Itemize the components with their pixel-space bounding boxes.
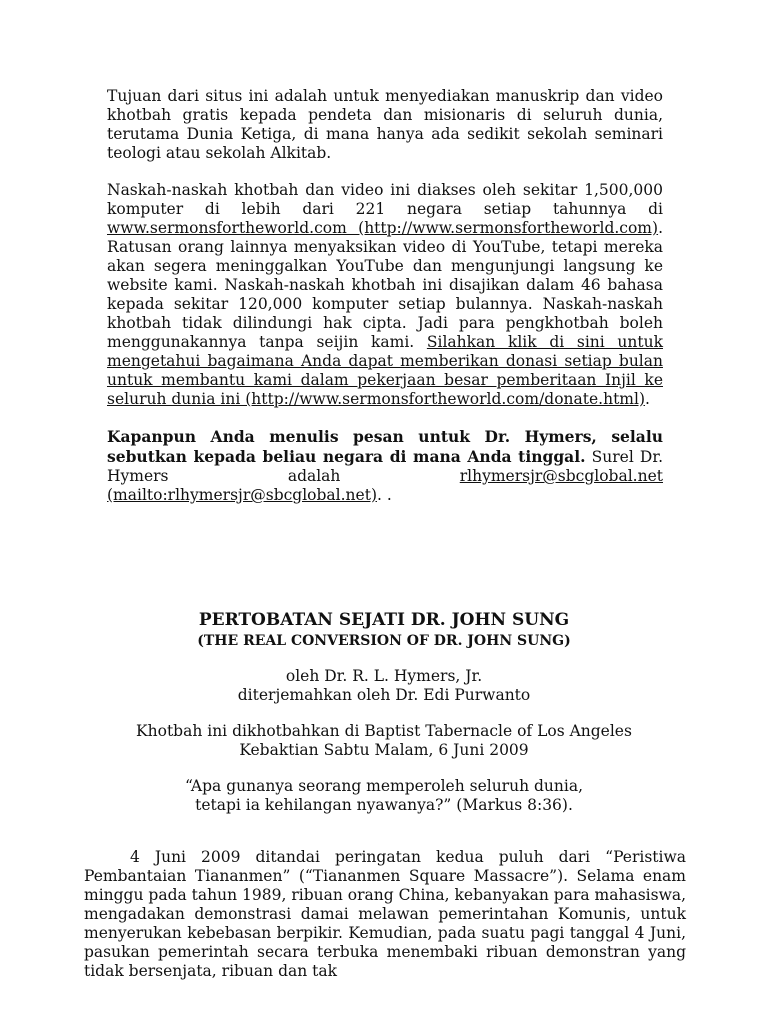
scripture-quote-line2: tetapi ia kehilangan nyawanya?” (Markus 8:36). <box>195 796 573 814</box>
website-link[interactable]: www.sermonsfortheworld.com (http://www.sermonsfortheworld.com) <box>107 219 659 237</box>
access-text-a: Naskah-naskah khotbah dan video ini diakses oleh sekitar 1,500,000 komputer di lebih dari 221 negara setiap tahunnya di <box>107 181 663 218</box>
access-text-b: . Ratusan orang lainnya menyaksikan video di YouTube, tetapi mereka akan segera meninggalkan YouTube dan mengunjungi langsung ke website kami. Naskah-naskah khotbah ini disajikan dalam 46 bahasa kepada sekitar 120,000 komputer setiap bulannya. Naskah-naskah khotbah tidak dilindungi hak cipta. Jadi para pengkhotbah boleh menggunakannya tanpa seijin kami. <box>107 219 663 351</box>
sermon-title: PERTOBATAN SEJATI DR. JOHN SUNG <box>198 610 570 630</box>
intro-paragraph-purpose <box>107 87 663 163</box>
intro-paragraph-access <box>107 181 663 409</box>
contact-text-b: . . <box>377 486 392 504</box>
access-text-c: . <box>645 390 650 408</box>
preached-location: Khotbah ini dikhotbahkan di Baptist Tabernacle of Los Angeles <box>136 722 632 740</box>
sermon-body-paragraph: 4 Juni 2009 ditandai peringatan kedua puluh dari “Peristiwa Pembantaian Tiananmen” (“Tiananmen Square Massacre”). Selama enam minggu pada tahun 1989, ribuan orang China, kebanyakan para mahasiswa, mengadakan demonstrasi damai melawan pemerintahan Komunis, untuk menyerukan kebebasan berpikir. Kemudian, pada suatu pagi tanggal 4 Juni, pasukan pemerintah secara terbuka menembaki ribuan demonstran yang tidak bersenjata, ribuan dan tak <box>84 848 686 980</box>
email-link[interactable]: rlhymersjr@sbcglobal.net (mailto:rlhymersjr@sbcglobal.net) <box>107 467 663 504</box>
sermon-subtitle: (THE REAL CONVERSION OF DR. JOHN SUNG) <box>197 633 571 649</box>
intro-section <box>107 87 663 523</box>
purpose-text: Tujuan dari situs ini adalah untuk menyediakan manuskrip dan video khotbah gratis kepada pendeta dan misionaris di seluruh dunia, terutama Dunia Ketiga, di mana hanya ada sedikit sekolah seminari teologi atau sekolah Alkitab. <box>107 87 663 162</box>
sermon-author: oleh Dr. R. L. Hymers, Jr. <box>285 667 483 685</box>
donate-link[interactable]: Silahkan klik di sini untuk mengetahui bagaimana Anda dapat memberikan donasi setiap bulan untuk membantu kami dalam pekerjaan besar pemberitaan Injil ke seluruh dunia ini (http://www.sermonsfortheworld.com/donate.html) <box>107 333 663 408</box>
contact-text-a: Surel Dr. Hymers adalah <box>107 448 663 485</box>
scripture-quote-line1: “Apa gunanya seorang memperoleh seluruh dunia, <box>184 777 583 795</box>
preached-date: Kebaktian Sabtu Malam, 6 Juni 2009 <box>239 741 529 759</box>
intro-paragraph-contact <box>107 427 663 505</box>
sermon-translator: diterjemahkan oleh Dr. Edi Purwanto <box>237 686 531 704</box>
contact-bold-text: Kapanpun Anda menulis pesan untuk Dr. Hymers, selalu sebutkan kepada beliau negara di mana Anda tinggal. <box>107 427 663 466</box>
